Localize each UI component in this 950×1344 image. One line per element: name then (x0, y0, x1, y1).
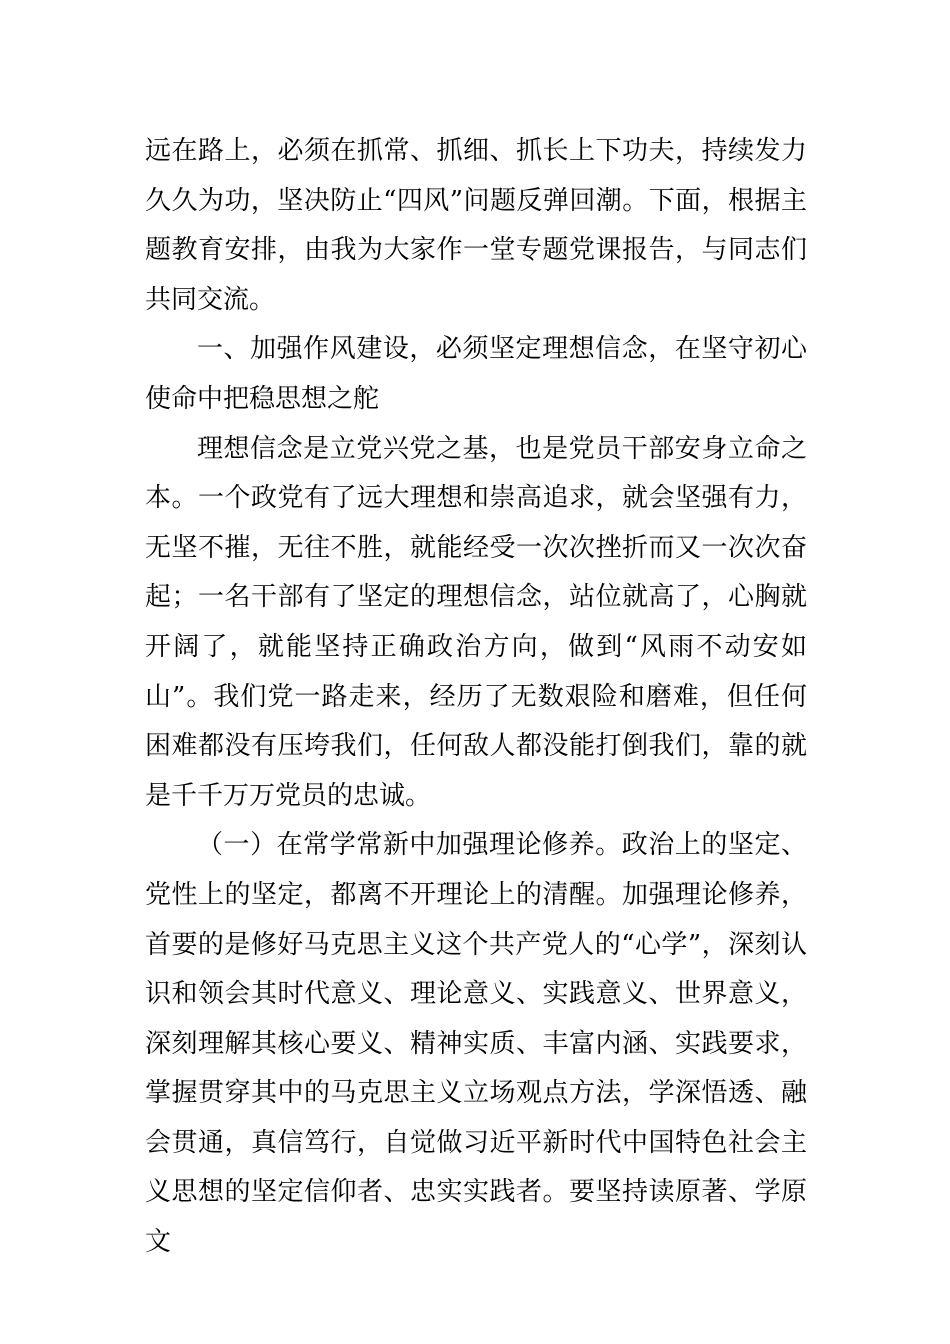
subsection-paragraph: （一）在常学常新中加强理论修养。政治上的坚定、党性上的坚定，都离不开理论上的清醒。加强理论修养，首要的是修好马克思主义这个共产党人的“心学”，深刻认识和领会其时代意义、理论意义、实践意义、世界意义，深刻理解其核心要义、精神实质、丰富内涵、实践要求，掌握贯穿其中的马克思主义立场观点方法，学深悟透、融会贯通，真信笃行，自觉做习近平新时代中国特色社会主义思想的坚定信仰者、忠实实践者。要坚持读原著、学原文 (145, 830, 807, 1258)
paragraph-continuation: 远在路上，必须在抓常、抓细、抓长上下功夫，持续发力久久为功，坚决防止“四风”问题反弹回潮。下面，根据主题教育安排，由我为大家作一堂专题党课报告，与同志们共同交流。 (145, 136, 807, 315)
document-body (145, 127, 807, 1268)
section-heading: 一、加强作风建设，必须坚定理想信念，在坚守初心使命中把稳思想之舵 (145, 334, 807, 414)
paragraph: 理想信念是立党兴党之基，也是党员干部安身立命之本。一个政党有了远大理想和崇高追求，就会坚强有力，无坚不摧，无往不胜，就能经受一次次挫折而又一次次奋起；一名干部有了坚定的理想信念，站位就高了，心胸就开阔了，就能坚持正确政治方向，做到“风雨不动安如山”。我们党一路走来，经历了无数艰险和磨难，但任何困难都没有压垮我们，任何敌人都没能打倒我们，靠的就是千千万万党员的忠诚。 (145, 433, 807, 811)
